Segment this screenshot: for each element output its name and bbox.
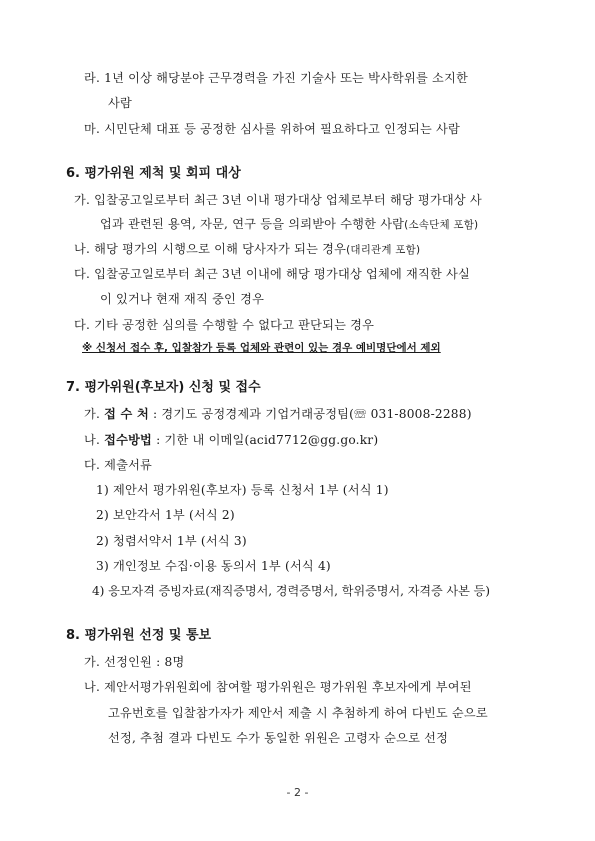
s7-item-ga: 가. 접 수 처 : 경기도 공정경제과 기업거래공정팀(☏ 031-8008-2288) [84,407,472,421]
s6-item-da: 다. 입찰공고일로부터 최근 3년 이내에 해당 평가대상 업체에 재직한 사실 [74,267,470,281]
s6-item-na: 나. 해당 평가의 시행으로 이해 당사자가 되는 경우(대리관계 포함) [74,242,421,256]
item-ra: 라. 1년 이상 해당분야 근무경력을 가진 기술사 또는 박사학위를 소지한 [84,71,468,85]
section-6-title: 6. 평가위원 제척 및 회피 대상 [66,166,241,181]
s7-item-na: 나. 접수방법 : 기한 내 이메일(acid7712@gg.go.kr) [84,433,379,447]
item-ma: 마. 시민단체 대표 등 공정한 심사를 위하여 필요하다고 인정되는 사람 [84,122,461,136]
s6-item-da2: 다. 기타 공정한 심의를 수행할 수 없다고 판단되는 경우 [74,318,375,332]
doc-item: 2) 청렴서약서 1부 (서식 3) [96,534,247,548]
s6-item-da-cont: 이 있거나 현재 재직 중인 경우 [100,292,265,306]
s7-item-da: 다. 제출서류 [84,458,153,472]
doc-item: 1) 제안서 평가위원(후보자) 등록 신청서 1부 (서식 1) [96,483,389,497]
s8-item-na-cont2: 선정, 추첨 결과 다빈도 수가 동일한 위원은 고령자 순으로 선정 [108,731,449,745]
exclusion-note: ※ 신청서 접수 후, 입찰참가 등록 업체와 관련이 있는 경우 예비명단에서 제외 [82,342,441,354]
item-ra-cont: 사람 [108,96,132,110]
doc-item: 4) 응모자격 증빙자료(재직증명서, 경력증명서, 학위증명서, 자격증 사본 등) [92,584,490,598]
s8-item-ga: 가. 선정인원 : 8명 [84,655,185,669]
section-8-title: 8. 평가위원 선정 및 통보 [66,628,212,643]
section-7-title: 7. 평가위원(후보자) 신청 및 접수 [66,380,261,395]
page-number: - 2 - [286,786,309,799]
doc-item: 2) 보안각서 1부 (서식 2) [96,508,235,522]
s8-item-na-cont: 고유번호를 입찰참가자가 제안서 제출 시 추첨하게 하여 다빈도 순으로 [108,706,488,720]
s6-item-ga-cont: 업과 관련된 용역, 자문, 연구 등을 의뢰받아 수행한 사람(소속단체 포함) [100,217,479,231]
s8-item-na: 나. 제안서평가위원회에 참여할 평가위원은 평가위원 후보자에게 부여된 [84,680,472,694]
doc-item: 3) 개인정보 수집·이용 동의서 1부 (서식 4) [96,559,331,573]
s6-item-ga: 가. 입찰공고일로부터 최근 3년 이내 평가대상 업체로부터 해당 평가대상 사 [74,193,482,207]
